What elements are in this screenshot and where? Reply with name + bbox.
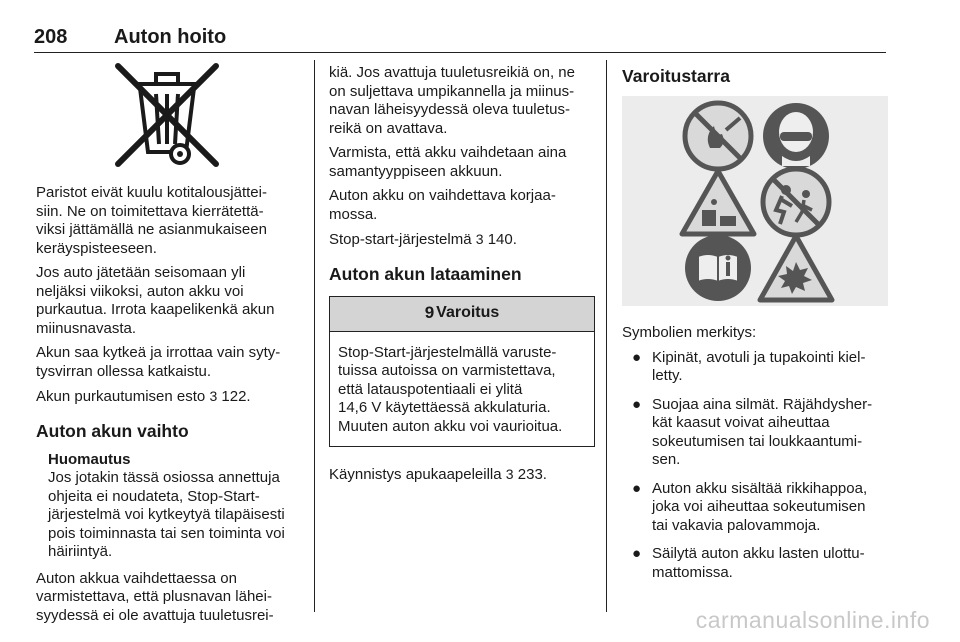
text-line: Akun saa kytkeä ja irrottaa vain syty-: [36, 344, 281, 361]
column-divider: [314, 60, 315, 612]
recycle-bin-icon: [112, 60, 222, 170]
text-line: että latauspotentiaali ei ylitä: [338, 380, 523, 398]
section-heading-battery-change: Auton akun vaihto: [36, 420, 189, 441]
bullet-icon: ●: [632, 395, 642, 413]
text-line: navan läheisyydessä oleva tuuletus-: [329, 101, 570, 118]
text-line: Auton akku on vaihdettava korjaa-: [329, 187, 556, 204]
warning-header: [330, 297, 594, 332]
paragraph-same-type: [329, 144, 595, 181]
text-line: Paristot eivät kuulu kotitalousjättei-: [36, 184, 267, 201]
explosion-warning-icon: [760, 236, 832, 300]
text-line: purkautua. Irrota kaapelikenkä akun: [36, 301, 275, 318]
eye-protection-icon: [763, 103, 829, 169]
text-line: joka voi aiheuttaa sokeutumisen: [652, 498, 866, 515]
text-line: järjestelmä voi kytkeytyä tilapäisesti: [48, 506, 285, 523]
paragraph-workshop: [329, 187, 595, 224]
page-reference-link[interactable]: 140.: [487, 231, 517, 248]
text-line: on suljettava umpikannella ja miinus-: [329, 82, 575, 100]
page-header: [34, 26, 886, 53]
column-divider: [606, 60, 607, 612]
paragraph-ignition-off: [36, 344, 302, 381]
text-line: reikä on avattava.: [329, 119, 448, 137]
symbols-list: [622, 349, 888, 583]
text-line: sen.: [652, 451, 681, 468]
page-number: 208: [34, 26, 68, 48]
page-reference-arrow-icon: 3: [475, 231, 484, 247]
text-line: tai vakavia palovammoja.: [652, 516, 821, 534]
text-line: syydessä ei ole avattuja tuuletusrei-: [36, 606, 274, 624]
column-right: [622, 64, 888, 592]
warning-body: [330, 332, 594, 447]
text-line: pois toiminnasta tai sen toiminta voi: [48, 524, 285, 542]
text-line: Akun purkautumisen esto: [36, 388, 206, 405]
text-line: keräyspisteeseen.: [36, 239, 157, 257]
text-line: Varmista, että akku vaihdetaan aina: [329, 144, 567, 161]
warning-box: [329, 296, 595, 448]
text-line: sokeutumisen tai loukkaantumi-: [652, 432, 863, 450]
warning-title: Varoitus: [436, 304, 500, 322]
warning-triangle-icon: 9: [424, 303, 435, 323]
text-line: Käynnistys apukaapeleilla: [329, 466, 502, 483]
watermark: carmanualsonline.info: [695, 607, 930, 633]
section-heading-warning-label: Varoitustarra: [622, 66, 730, 86]
text-line: tysvirran ollessa katkaistu.: [36, 362, 212, 380]
text-line: Suojaa aina silmät. Räjähdysher-: [652, 395, 873, 413]
list-item: [622, 349, 888, 386]
warning-label-image: [622, 96, 888, 306]
column-middle: [329, 64, 595, 491]
bullet-icon: ●: [632, 545, 642, 562]
paragraph-vent-holes: [36, 570, 302, 626]
text-line: kiä. Jos avattuja tuuletusreikiä on, ne: [329, 64, 575, 81]
symbols-intro: Symbolien merkitys:: [622, 324, 757, 341]
paragraph-stop-start-ref: [329, 230, 595, 250]
paragraph-jump-start-ref: [329, 465, 595, 485]
paragraph-discharge-ref: [36, 387, 302, 407]
text-line: neljäksi viikoksi, auton akku voi: [36, 282, 244, 300]
note-box: [36, 451, 302, 562]
text-line: letty.: [652, 367, 683, 384]
section-heading-battery-charging: Auton akun lataaminen: [329, 263, 522, 284]
column-left: [36, 60, 302, 631]
text-line: Kipinät, avotuli ja tupakointi kiel-: [652, 348, 866, 366]
text-line: varmistettava, että plusnavan lähei-: [36, 588, 272, 605]
text-line: viksi jättämällä ne asianmukaiseen: [36, 221, 267, 238]
text-line: Säilytä auton akku lasten ulottu-: [652, 545, 865, 562]
text-line: 14,6 V käytettäessä akkulaturia.: [338, 399, 551, 416]
note-title: Huomautus: [48, 450, 131, 468]
page-reference-link[interactable]: 122.: [221, 388, 251, 405]
text-line: siin. Ne on toimitettava kierrätettä-: [36, 202, 264, 220]
text-line: Auton akkua vaihdettaessa on: [36, 569, 237, 587]
read-manual-icon: [685, 235, 751, 301]
page-reference-arrow-icon: 3: [209, 388, 218, 404]
text-line: mattomissa.: [652, 563, 733, 581]
text-line: samantyyppiseen akkuun.: [329, 162, 503, 180]
text-line: tuissa autoissa on varmistettava,: [338, 362, 556, 379]
text-line: Auton akku sisältää rikkihappoa,: [652, 479, 868, 497]
text-line: Stop-start-järjestelmä: [329, 231, 472, 248]
text-line: ohjeita ei noudateta, Stop-Start-: [48, 487, 260, 505]
page-title: Auton hoito: [114, 26, 227, 48]
text-line: mossa.: [329, 205, 378, 223]
list-item: [622, 396, 888, 470]
text-line: Jos auto jätetään seisomaan yli: [36, 264, 246, 281]
keep-children-away-icon: [763, 169, 829, 235]
list-item: [622, 480, 888, 536]
paragraph-battery-disposal: [36, 184, 302, 258]
page-reference-arrow-icon: 3: [505, 466, 514, 482]
bullet-icon: ●: [632, 348, 642, 366]
no-fire-smoking-icon: [685, 103, 751, 169]
paragraph-idle-car: [36, 264, 302, 338]
text-line: miinusnavasta.: [36, 319, 137, 337]
page-reference-link[interactable]: 233.: [517, 466, 547, 483]
bullet-icon: ●: [632, 479, 642, 497]
text-line: kät kaasut voivat aiheuttaa: [652, 414, 830, 431]
text-line: häiriintyä.: [48, 543, 113, 560]
text-line: Muuten auton akku voi vaurioitua.: [338, 417, 563, 435]
text-line: Jos jotakin tässä osiossa annettuja: [48, 469, 280, 486]
corrosive-warning-icon: [682, 171, 754, 234]
list-item: [622, 545, 888, 582]
paragraph-vent-holes-cont: [329, 64, 595, 138]
text-line: Stop-Start-järjestelmällä varuste-: [338, 343, 557, 361]
